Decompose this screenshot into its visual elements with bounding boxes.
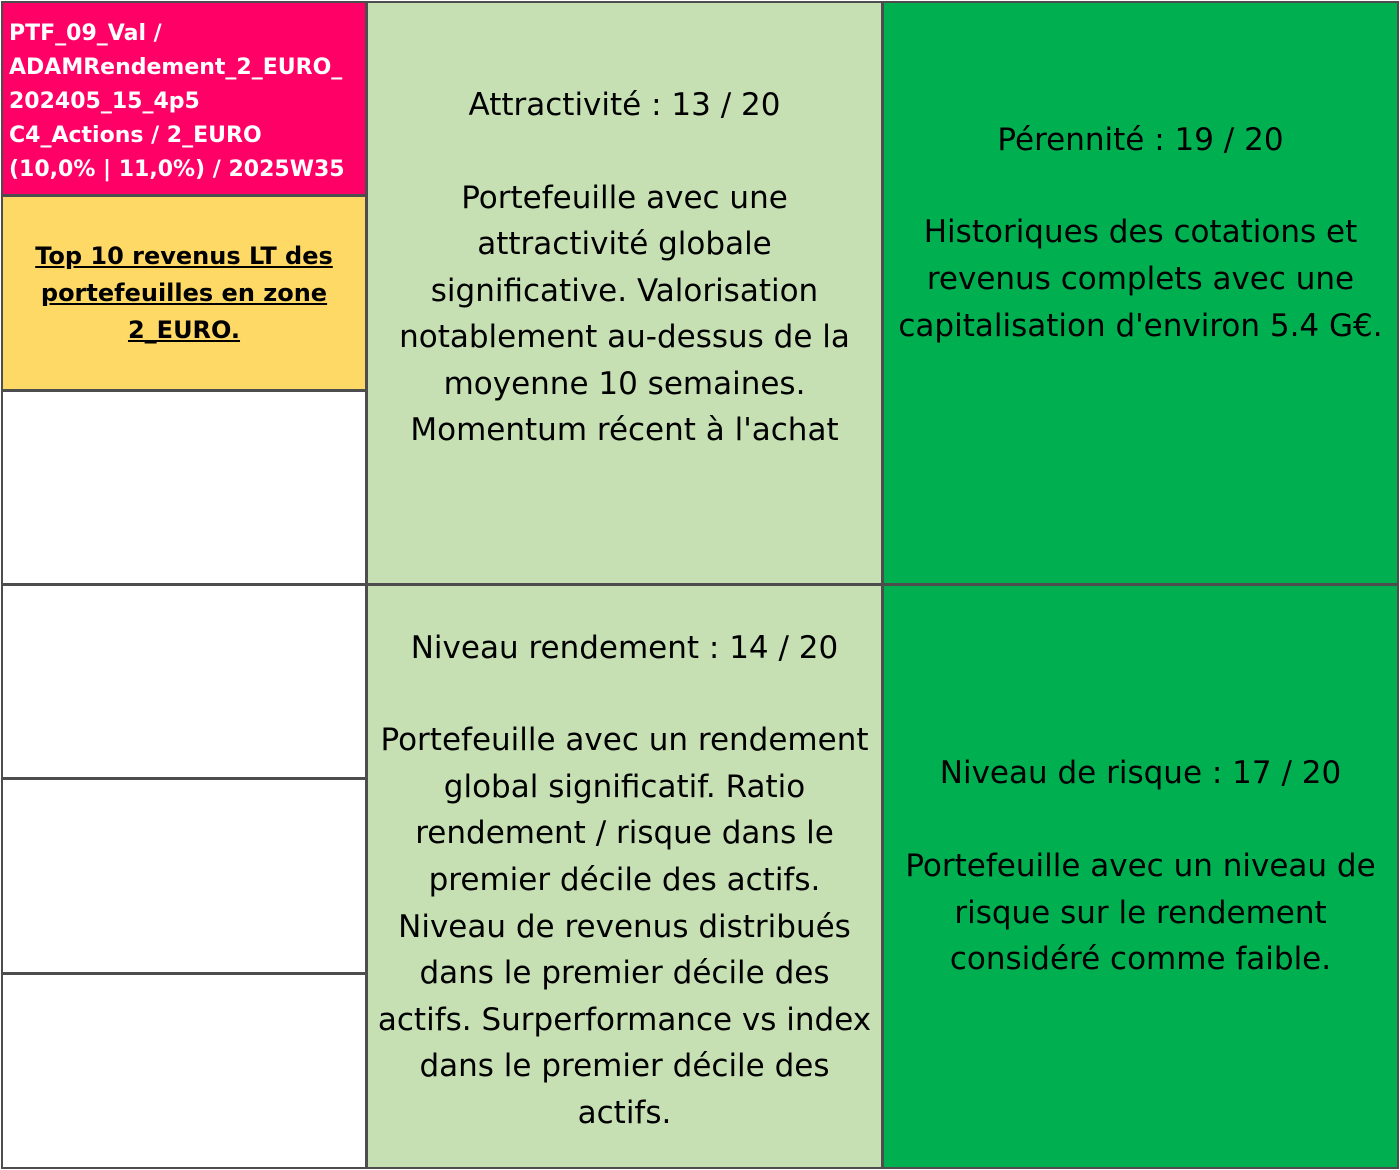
rendement-panel bbox=[366, 584, 883, 1169]
top-10-revenus-link-cell[interactable] bbox=[1, 195, 367, 391]
empty-cell-2 bbox=[1, 584, 367, 779]
empty-cell-1 bbox=[1, 390, 367, 585]
empty-cell-3 bbox=[1, 778, 367, 974]
risque-title: Niveau de risque : 17 / 20 bbox=[939, 755, 1342, 792]
rendement-title: Niveau rendement : 14 / 20 bbox=[410, 629, 839, 666]
top-10-revenus-link[interactable]: Top 10 revenus LT des portefeuilles en zone 2_EURO. bbox=[35, 241, 333, 344]
perennite-panel bbox=[882, 1, 1399, 585]
empty-cell-4 bbox=[1, 973, 367, 1169]
rendement-text: Portefeuille avec un rendement global significatif. Ratio rendement / risque dans le premier décile des actifs. Niveau de revenus distribués dans le premier décile des actifs. Surperformance vs index dans le premier décile des actifs. bbox=[377, 722, 872, 1131]
perennite-text: Historiques des cotations et revenus complets avec une capitalisation d'environ 5.4 G€. bbox=[898, 214, 1383, 344]
attractivite-panel bbox=[366, 1, 883, 585]
portfolio-header-label: PTF_09_Val / ADAMRendement_2_EURO_ 202405_15_4p5 C4_Actions / 2_EURO (10,0% | 11,0%) / 2025W35 bbox=[1, 1, 367, 196]
attractivite-text: Portefeuille avec une attractivité globale significative. Valorisation notablement au-dessus de la moyenne 10 semaines. Momentum récent à l'achat bbox=[399, 179, 850, 449]
perennite-title: Pérennité : 19 / 20 bbox=[997, 121, 1284, 158]
risque-text: Portefeuille avec un niveau de risque sur le rendement considéré comme faible. bbox=[905, 847, 1376, 978]
risque-panel bbox=[882, 584, 1399, 1169]
attractivite-title: Attractivité : 13 / 20 bbox=[468, 86, 781, 123]
